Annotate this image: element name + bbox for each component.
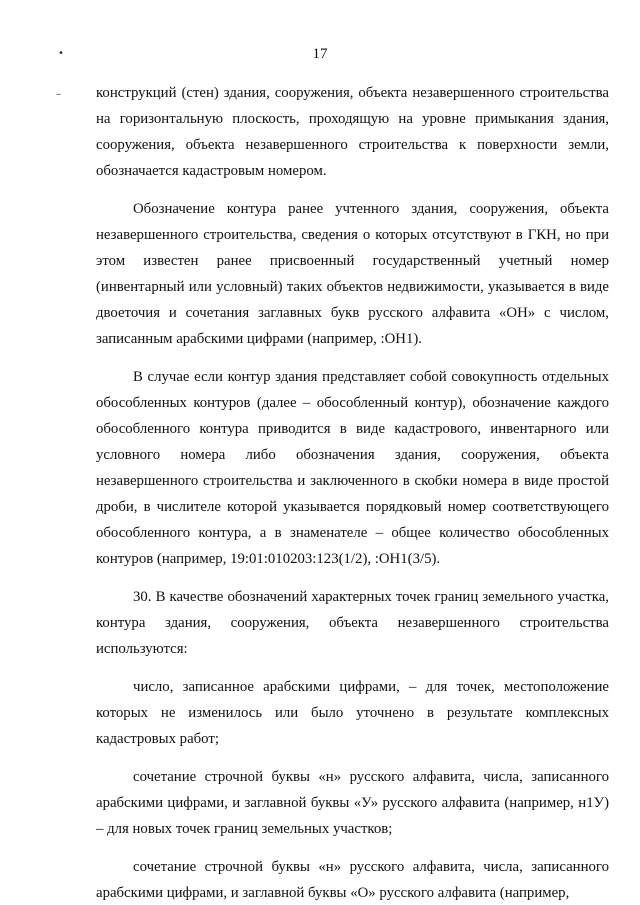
paragraph-item-30: 30. В качестве обозначений характерных точек границ земельного участка, контура здания, сооружения, объекта незавершенного строительства используются:: [96, 589, 609, 657]
margin-dash-mark: –: [56, 89, 61, 100]
list-item-new-land-points: сочетание строчной буквы «н» русского алфавита, числа, записанного арабскими цифрами, и заглавной буквы «У» русского алфавита (например, н1У) – для новых точек границ земельных участков;: [96, 769, 609, 837]
document-body: [96, 80, 609, 905]
paragraph-contour-designation: Обозначение контура ранее учтенного здания, сооружения, объекта незавершенного строительства, сведения о которых отсутствуют в ГКН, но при этом известен ранее присвоенный государственный учетный номер (инвентарный или условный) таких объектов недвижимости, указывается в виде двоеточия и сочетания заглавных букв русского алфавита «ОН» с числом, записанным арабскими цифрами (например, :ОН1).: [96, 201, 609, 347]
list-item-building-points: сочетание строчной буквы «н» русского алфавита, числа, записанного арабскими цифрами, и заглавной буквы «О» русского алфавита (например,: [96, 859, 609, 901]
margin-dot-mark: •: [58, 48, 64, 59]
paragraph-separate-contours: В случае если контур здания представляет собой совокупность отдельных обособленных контуров (далее – обособленный контур), обозначение каждого обособленного контура приводится в виде кадастрового, инвентарного или условного номера либо обозначения здания, сооружения, объекта незавершенного строительства и заключенного в скобки номера в виде простой дроби, в числителе которой указывается порядковый номер соответствующего обособленного контура, а в знаменателе – общее количество обособленных контуров (например, 19:01:010203:123(1/2), :ОН1(3/5).: [96, 369, 609, 567]
list-item-arabic-number: число, записанное арабскими цифрами, – для точек, местоположение которых не изменилось или было уточнено в результате комплексных кадастровых работ;: [96, 679, 609, 747]
page-number: 17: [312, 46, 328, 62]
paragraph-continuation: конструкций (стен) здания, сооружения, объекта незавершенного строительства на горизонтальную плоскость, проходящую на уровне примыкания здания, сооружения, объекта незавершенного строительства к поверхности земли, обозначается кадастровым номером.: [96, 85, 609, 179]
